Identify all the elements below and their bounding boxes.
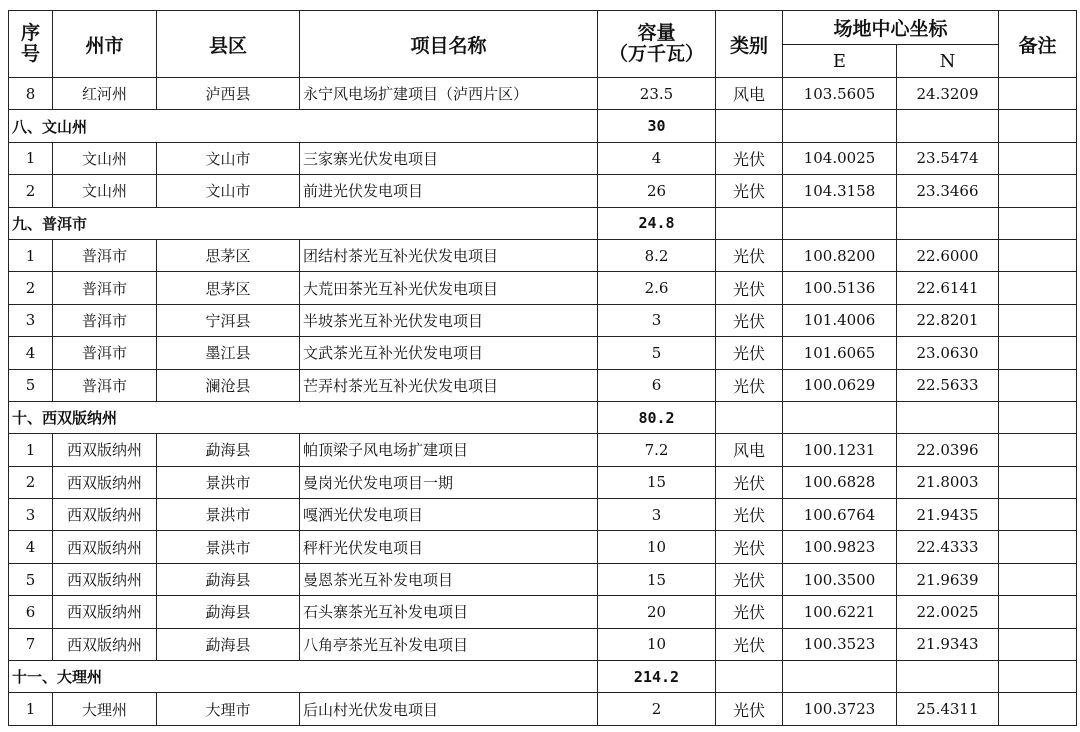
category-cell: 光伏 (716, 337, 783, 369)
e-coordinate-cell: 100.3500 (783, 563, 897, 595)
capacity-cell: 2 (598, 693, 716, 725)
n-coordinate-cell: 21.9343 (897, 628, 999, 660)
n-coordinate-cell: 22.0396 (897, 434, 999, 466)
project-name-cell: 秤杆光伏发电项目 (300, 531, 598, 563)
n-coordinate-cell: 22.8201 (897, 304, 999, 336)
capacity-cell: 10 (598, 531, 716, 563)
n-coordinate-cell: 22.5633 (897, 369, 999, 401)
project-name-cell: 团结村茶光互补光伏发电项目 (300, 239, 598, 271)
category-cell: 光伏 (716, 531, 783, 563)
category-cell: 光伏 (716, 466, 783, 498)
section-row (9, 207, 1077, 239)
remarks-cell (999, 369, 1077, 401)
seq-cell: 1 (9, 693, 53, 725)
e-coordinate-cell: 100.8200 (783, 239, 897, 271)
n-coordinate-cell: 22.4333 (897, 531, 999, 563)
section-category-cell (716, 207, 783, 239)
table-row (9, 563, 1077, 595)
n-coordinate-cell: 24.3209 (897, 78, 999, 110)
table-row (9, 175, 1077, 207)
site-center-header: 场地中心坐标 (783, 11, 999, 45)
section-row (9, 661, 1077, 693)
project-name-cell: 八角亭茶光互补发电项目 (300, 628, 598, 660)
table-row (9, 272, 1077, 304)
capacity-cell: 20 (598, 596, 716, 628)
project-name-cell: 石头寨茶光互补发电项目 (300, 596, 598, 628)
category-cell: 光伏 (716, 304, 783, 336)
county-cell: 勐海县 (157, 628, 300, 660)
county-cell: 宁洱县 (157, 304, 300, 336)
prefecture-cell: 普洱市 (53, 337, 157, 369)
section-remarks-cell (999, 661, 1077, 693)
e-coordinate-header: E (783, 45, 897, 78)
project-name-cell: 前进光伏发电项目 (300, 175, 598, 207)
seq-header (9, 11, 53, 78)
capacity-cell: 15 (598, 563, 716, 595)
project-name-cell: 大荒田茶光互补光伏发电项目 (300, 272, 598, 304)
category-cell: 风电 (716, 434, 783, 466)
prefecture-cell: 西双版纳州 (53, 596, 157, 628)
county-cell: 勐海县 (157, 596, 300, 628)
category-cell: 光伏 (716, 693, 783, 725)
table-row (9, 596, 1077, 628)
seq-cell: 7 (9, 628, 53, 660)
table-row (9, 693, 1077, 725)
capacity-cell: 15 (598, 466, 716, 498)
prefecture-cell: 西双版纳州 (53, 563, 157, 595)
category-cell: 光伏 (716, 369, 783, 401)
n-coordinate-cell: 25.4311 (897, 693, 999, 725)
table-row (9, 142, 1077, 174)
remarks-cell (999, 628, 1077, 660)
section-category-cell (716, 110, 783, 142)
e-coordinate-cell: 100.3723 (783, 693, 897, 725)
project-name-cell: 芒弄村茶光互补光伏发电项目 (300, 369, 598, 401)
table-row (9, 628, 1077, 660)
section-capacity: 24.8 (598, 207, 716, 239)
project-table (8, 10, 1077, 726)
table-row (9, 369, 1077, 401)
remarks-cell (999, 466, 1077, 498)
section-category-cell (716, 661, 783, 693)
n-coordinate-header: N (897, 45, 999, 78)
county-cell: 文山市 (157, 175, 300, 207)
section-row (9, 110, 1077, 142)
section-e-cell (783, 401, 897, 433)
section-capacity: 30 (598, 110, 716, 142)
seq-cell: 2 (9, 272, 53, 304)
n-coordinate-cell: 21.9435 (897, 499, 999, 531)
county-cell: 泸西县 (157, 78, 300, 110)
prefecture-cell: 大理州 (53, 693, 157, 725)
seq-cell: 3 (9, 499, 53, 531)
table-row (9, 337, 1077, 369)
section-category-cell (716, 401, 783, 433)
prefecture-cell: 西双版纳州 (53, 628, 157, 660)
section-title: 十、西双版纳州 (9, 401, 598, 433)
section-e-cell (783, 661, 897, 693)
category-cell: 光伏 (716, 239, 783, 271)
remarks-cell (999, 78, 1077, 110)
section-title: 十一、大理州 (9, 661, 598, 693)
project-name-cell: 永宁风电场扩建项目（泸西片区） (300, 78, 598, 110)
e-coordinate-cell: 100.9823 (783, 531, 897, 563)
remarks-cell (999, 499, 1077, 531)
remarks-cell (999, 596, 1077, 628)
project-name-cell: 后山村光伏发电项目 (300, 693, 598, 725)
table-row (9, 466, 1077, 498)
seq-cell: 4 (9, 337, 53, 369)
e-coordinate-cell: 104.0025 (783, 142, 897, 174)
project-name-header: 项目名称 (300, 11, 598, 78)
e-coordinate-cell: 100.5136 (783, 272, 897, 304)
capacity-header (598, 11, 716, 78)
remarks-header: 备注 (999, 11, 1077, 78)
capacity-header-line2: （万千瓦） (608, 43, 704, 65)
e-coordinate-cell: 100.1231 (783, 434, 897, 466)
remarks-cell (999, 239, 1077, 271)
category-cell: 光伏 (716, 628, 783, 660)
n-coordinate-cell: 21.8003 (897, 466, 999, 498)
project-name-cell: 嘎洒光伏发电项目 (300, 499, 598, 531)
section-title: 八、文山州 (9, 110, 598, 142)
e-coordinate-cell: 100.6828 (783, 466, 897, 498)
seq-header-bottom: 号 (20, 43, 40, 65)
remarks-cell (999, 337, 1077, 369)
e-coordinate-cell: 104.3158 (783, 175, 897, 207)
n-coordinate-cell: 23.3466 (897, 175, 999, 207)
capacity-cell: 8.2 (598, 239, 716, 271)
seq-cell: 1 (9, 434, 53, 466)
prefecture-cell: 西双版纳州 (53, 434, 157, 466)
remarks-cell (999, 531, 1077, 563)
project-name-cell: 帕顶梁子风电场扩建项目 (300, 434, 598, 466)
seq-cell: 4 (9, 531, 53, 563)
seq-cell: 8 (9, 78, 53, 110)
seq-cell: 5 (9, 563, 53, 595)
seq-cell: 5 (9, 369, 53, 401)
project-name-cell: 半坡茶光互补光伏发电项目 (300, 304, 598, 336)
section-remarks-cell (999, 401, 1077, 433)
section-capacity: 80.2 (598, 401, 716, 433)
county-cell: 勐海县 (157, 563, 300, 595)
section-remarks-cell (999, 110, 1077, 142)
category-cell: 光伏 (716, 499, 783, 531)
remarks-cell (999, 304, 1077, 336)
prefecture-cell: 普洱市 (53, 369, 157, 401)
section-n-cell (897, 661, 999, 693)
category-cell: 光伏 (716, 175, 783, 207)
seq-header-top: 序 (20, 22, 40, 45)
category-cell: 光伏 (716, 596, 783, 628)
county-cell: 思茅区 (157, 239, 300, 271)
category-cell: 光伏 (716, 563, 783, 595)
section-n-cell (897, 207, 999, 239)
section-remarks-cell (999, 207, 1077, 239)
section-title: 九、普洱市 (9, 207, 598, 239)
capacity-cell: 23.5 (598, 78, 716, 110)
remarks-cell (999, 434, 1077, 466)
county-cell: 大理市 (157, 693, 300, 725)
county-cell: 勐海县 (157, 434, 300, 466)
remarks-cell (999, 272, 1077, 304)
e-coordinate-cell: 100.0629 (783, 369, 897, 401)
county-header: 县区 (157, 11, 300, 78)
seq-cell: 2 (9, 466, 53, 498)
project-name-cell: 曼岗光伏发电项目一期 (300, 466, 598, 498)
table-row (9, 499, 1077, 531)
county-cell: 景洪市 (157, 499, 300, 531)
prefecture-header: 州市 (53, 11, 157, 78)
capacity-cell: 3 (598, 499, 716, 531)
e-coordinate-cell: 100.6221 (783, 596, 897, 628)
capacity-cell: 10 (598, 628, 716, 660)
capacity-header-line1: 容量 (637, 22, 676, 45)
e-coordinate-cell: 101.6065 (783, 337, 897, 369)
capacity-cell: 3 (598, 304, 716, 336)
prefecture-cell: 西双版纳州 (53, 466, 157, 498)
n-coordinate-cell: 22.6141 (897, 272, 999, 304)
table-row (9, 239, 1077, 271)
section-n-cell (897, 110, 999, 142)
e-coordinate-cell: 103.5605 (783, 78, 897, 110)
prefecture-cell: 普洱市 (53, 272, 157, 304)
seq-cell: 1 (9, 239, 53, 271)
seq-cell: 2 (9, 175, 53, 207)
project-name-cell: 三家寨光伏发电项目 (300, 142, 598, 174)
prefecture-cell: 文山州 (53, 175, 157, 207)
n-coordinate-cell: 22.0025 (897, 596, 999, 628)
e-coordinate-cell: 100.6764 (783, 499, 897, 531)
county-cell: 澜沧县 (157, 369, 300, 401)
county-cell: 思茅区 (157, 272, 300, 304)
table-row (9, 304, 1077, 336)
section-e-cell (783, 207, 897, 239)
project-name-cell: 曼恩茶光互补发电项目 (300, 563, 598, 595)
county-cell: 景洪市 (157, 466, 300, 498)
category-cell: 光伏 (716, 142, 783, 174)
remarks-cell (999, 175, 1077, 207)
e-coordinate-cell: 101.4006 (783, 304, 897, 336)
remarks-cell (999, 563, 1077, 595)
project-name-cell: 文武茶光互补光伏发电项目 (300, 337, 598, 369)
table-body (9, 78, 1077, 726)
seq-cell: 3 (9, 304, 53, 336)
capacity-cell: 6 (598, 369, 716, 401)
n-coordinate-cell: 23.0630 (897, 337, 999, 369)
prefecture-cell: 红河州 (53, 78, 157, 110)
prefecture-cell: 普洱市 (53, 304, 157, 336)
n-coordinate-cell: 23.5474 (897, 142, 999, 174)
section-e-cell (783, 110, 897, 142)
seq-cell: 6 (9, 596, 53, 628)
n-coordinate-cell: 22.6000 (897, 239, 999, 271)
county-cell: 墨江县 (157, 337, 300, 369)
capacity-cell: 7.2 (598, 434, 716, 466)
capacity-cell: 4 (598, 142, 716, 174)
prefecture-cell: 文山州 (53, 142, 157, 174)
section-row (9, 401, 1077, 433)
e-coordinate-cell: 100.3523 (783, 628, 897, 660)
table-row (9, 531, 1077, 563)
prefecture-cell: 西双版纳州 (53, 531, 157, 563)
section-capacity: 214.2 (598, 661, 716, 693)
category-cell: 风电 (716, 78, 783, 110)
remarks-cell (999, 142, 1077, 174)
section-n-cell (897, 401, 999, 433)
seq-cell: 1 (9, 142, 53, 174)
county-cell: 景洪市 (157, 531, 300, 563)
table-row (9, 434, 1077, 466)
capacity-cell: 2.6 (598, 272, 716, 304)
category-header: 类别 (716, 11, 783, 78)
table-header (9, 11, 1077, 78)
n-coordinate-cell: 21.9639 (897, 563, 999, 595)
table-row (9, 78, 1077, 110)
prefecture-cell: 普洱市 (53, 239, 157, 271)
prefecture-cell: 西双版纳州 (53, 499, 157, 531)
capacity-cell: 5 (598, 337, 716, 369)
capacity-cell: 26 (598, 175, 716, 207)
remarks-cell (999, 693, 1077, 725)
category-cell: 光伏 (716, 272, 783, 304)
county-cell: 文山市 (157, 142, 300, 174)
